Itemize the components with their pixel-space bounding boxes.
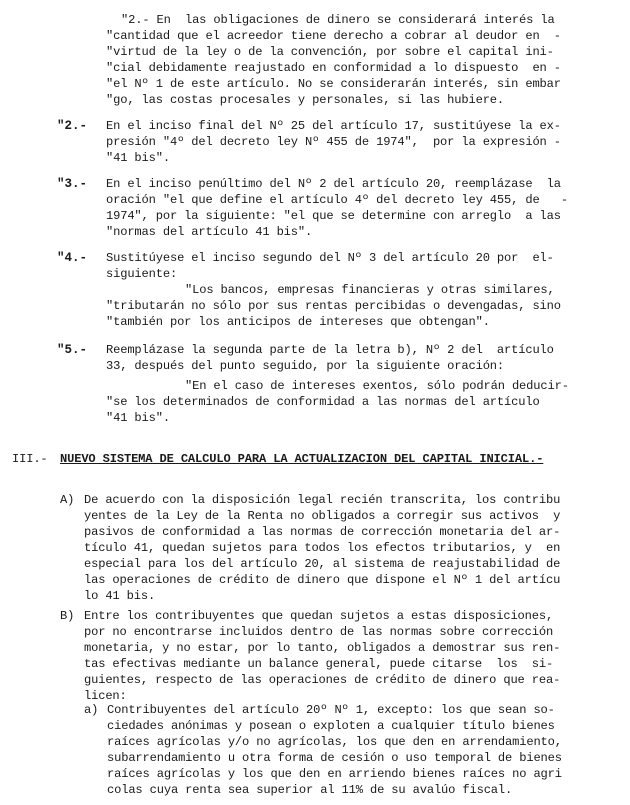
text-line: "go, las costas procesales y personales, si las hubiere. (106, 93, 505, 107)
text-line: yentes de la Ley de la Renta no obligados a corregir sus activos y (84, 509, 561, 523)
item-marker: "2.- (57, 119, 88, 133)
text-line: las operaciones de crédito de dinero que dispone el Nº 1 del artícu (84, 573, 561, 587)
section-title: NUEVO SISTEMA DE CALCULO PARA LA ACTUALIZACION DEL CAPITAL INICIAL.- (60, 452, 544, 466)
text-line: Sustitúyese el inciso segundo del Nº 3 del artículo 20 por el- (106, 251, 554, 265)
text-line: raíces agrícolas y/o no agrícolas, los que den en arrendamiento, (107, 735, 562, 749)
text-line: "2.- En las obligaciones de dinero se considerará interés la (121, 13, 555, 27)
text-line: "normas del artículo 41 bis". (106, 225, 313, 239)
quote-line: "En el caso de intereses exentos, sólo podrán deducir- (185, 379, 569, 393)
text-line: licen: (84, 689, 127, 703)
text-line: En el inciso final del Nº 25 del artículo 17, sustitúyese la ex- (106, 119, 561, 133)
text-line: guientes, respecto de las operaciones de crédito de dinero que rea- (84, 673, 561, 687)
text-line: tas efectivas mediante un balance general, puede citarse los si- (84, 657, 554, 671)
text-line: especial para los del artículo 20, al sistema de reajustabilidad de (84, 557, 561, 571)
item-marker: "5.- (57, 343, 88, 357)
item-marker: a) (84, 703, 99, 717)
text-line: monetaria, y no estar, por lo tanto, obligados a demostrar sus ren- (84, 641, 561, 655)
text-line: subarrendamiento u otra forma de cesión o uso temporal de bienes (107, 751, 562, 765)
item-marker: "3.- (57, 177, 88, 191)
text-line: presión "4º del decreto ley Nº 455 de 1974", por la expresión - (106, 135, 561, 149)
quote-line: "también por los anticipos de intereses que obtengan". (106, 315, 490, 329)
text-line: ciedades anónimas y posean o exploten a cualquier título bienes (107, 719, 555, 733)
text-line: En el inciso penúltimo del Nº 2 del artículo 20, reemplázase la (106, 177, 561, 191)
text-line: De acuerdo con la disposición legal recién transcrita, los contribu (84, 493, 561, 507)
section-numeral: III.- (12, 452, 48, 466)
text-line: Reemplázase la segunda parte de la letra b), Nº 2 del artículo (106, 343, 554, 357)
quote-line: "Los bancos, empresas financieras y otras similares, (185, 283, 555, 297)
text-line: oración "el que define el artículo 4º del decreto ley 455, de - (106, 193, 568, 207)
text-line: 1974", por la siguiente: "el que se determine con arreglo a las (106, 209, 561, 223)
text-line: por no encontrarse incluidos dentro de las normas sobre corrección (84, 625, 554, 639)
text-line: pasivos de conformidad a las normas de corrección monetaria del ar- (84, 525, 561, 539)
item-marker: A) (60, 493, 75, 507)
text-line: raíces agrícolas y los que den en arriendo bienes raíces no agri (107, 767, 562, 781)
item-marker: "4.- (57, 251, 88, 265)
text-line: Entre los contribuyentes que quedan sujetos a estas disposiciones, (84, 609, 554, 623)
quote-line: "41 bis". (106, 411, 170, 425)
text-line: "cial debidamente reajustado en conformidad a lo dispuesto en - (106, 61, 561, 75)
text-line: 33, después del punto seguido, por la siguiente oración: (106, 359, 505, 373)
text-line: "41 bis". (106, 151, 170, 165)
text-line: Contribuyentes del artículo 20º Nº 1, excepto: los que sean so- (107, 703, 555, 717)
text-line: "cantidad que el acreedor tiene derecho a cobrar al deudor en - (106, 29, 561, 43)
quote-line: "se los determinados de conformidad a las normas del artículo (106, 395, 540, 409)
text-line: siguiente: (106, 267, 178, 281)
text-line: tículo 41, quedan sujetos para todos los efectos tributarios, y en (84, 541, 561, 555)
text-line: lo 41 bis. (84, 589, 156, 603)
quote-line: "tributarán no sólo por sus rentas percibidas o devengadas, sino (106, 299, 561, 313)
text-line: "virtud de la ley o de la convención, por sobre el capital ini- (106, 45, 554, 59)
text-line: "el Nº 1 de este artículo. No se considerarán interés, sin embar (106, 77, 561, 91)
item-marker: B) (60, 609, 75, 623)
text-line: colas cuya renta sea superior al 11% de su avalúo fiscal. (107, 783, 513, 797)
